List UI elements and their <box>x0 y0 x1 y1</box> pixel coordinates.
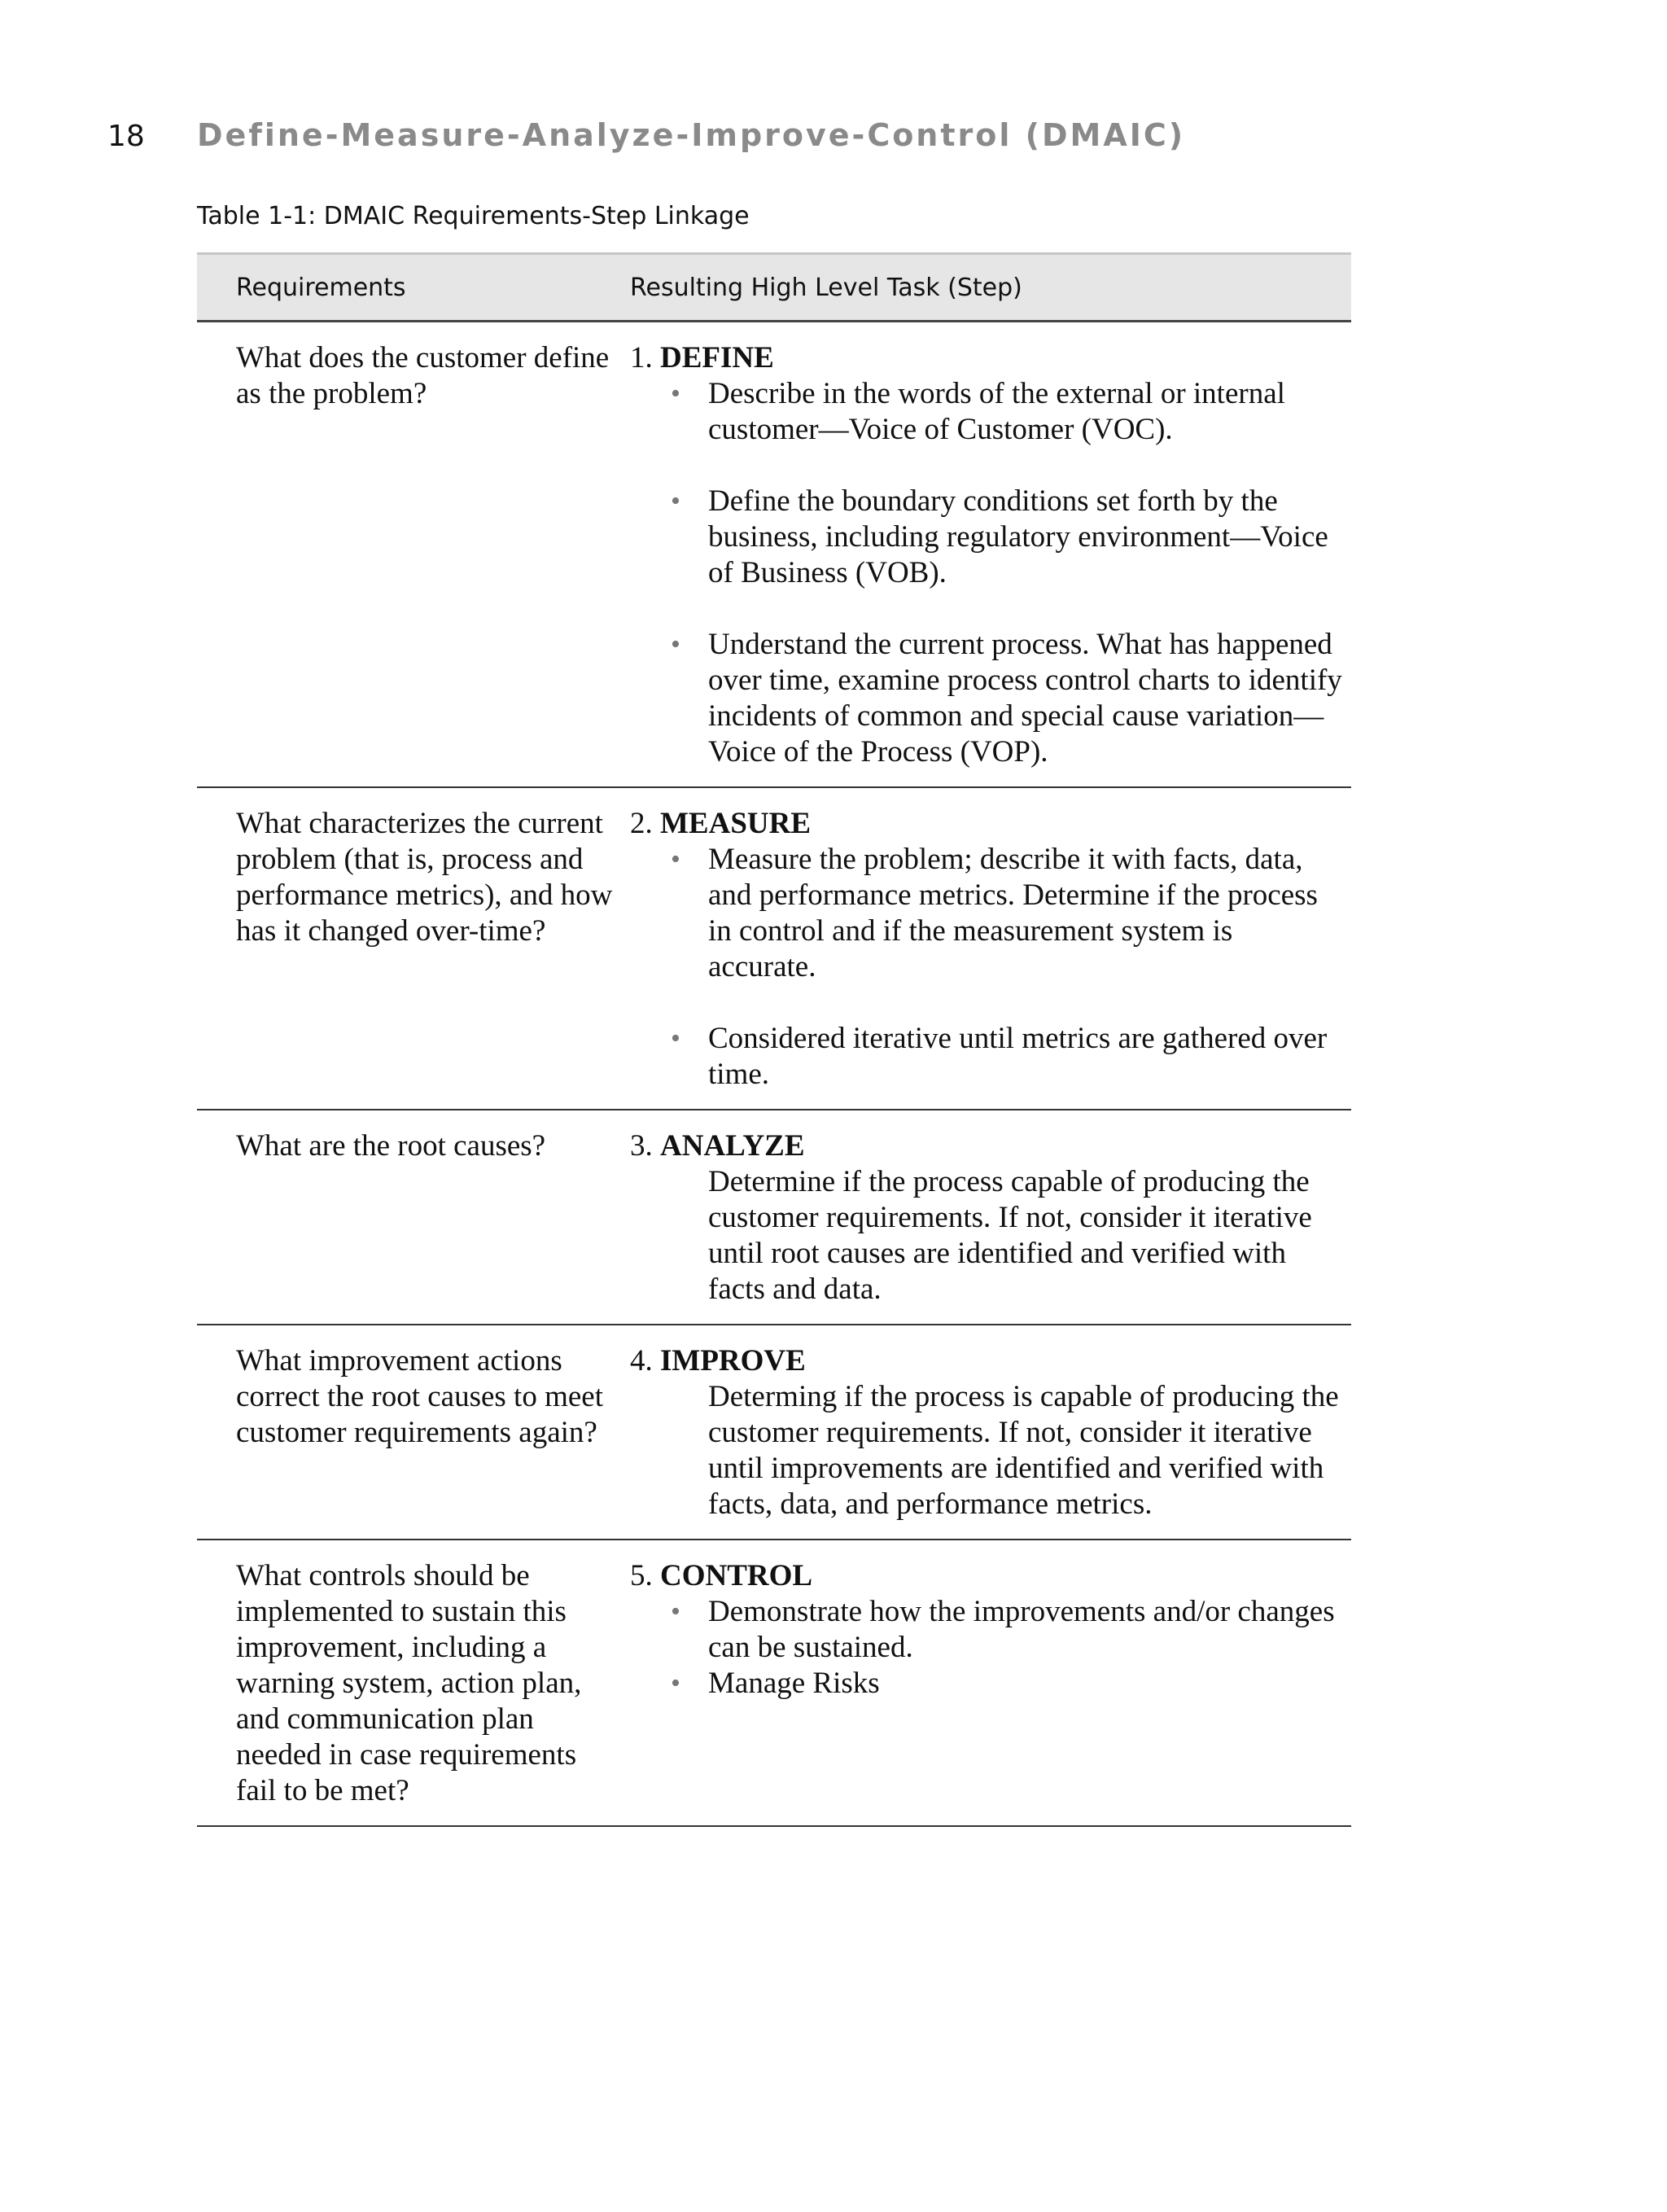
step-bullets <box>630 1594 1351 1702</box>
step-number: 5. <box>630 1559 653 1592</box>
step-cell <box>630 806 1351 1093</box>
step-name: CONTROL <box>660 1559 813 1592</box>
table-row <box>197 788 1351 1110</box>
bullet-text: Considered iterative until metrics are gathered over time. <box>708 1022 1328 1091</box>
step-number: 2. <box>630 807 653 840</box>
bullet-icon: • <box>671 844 680 874</box>
step-bullets <box>630 842 1351 1093</box>
bullet-icon: • <box>671 1668 680 1698</box>
table-row <box>197 1325 1351 1540</box>
bullet-item <box>630 376 1343 448</box>
step-title <box>630 806 1351 842</box>
running-title: Define-Measure-Analyze-Improve-Control (DMAIC) <box>197 117 1186 153</box>
bullet-text: Describe in the words of the external or internal customer—Voice of Customer (VOC). <box>708 377 1285 446</box>
dmaic-table <box>197 252 1351 1827</box>
step-name: MEASURE <box>660 807 812 840</box>
bullet-item <box>630 1594 1343 1666</box>
column-header-requirements: Requirements <box>236 273 406 302</box>
column-header-step: Resulting High Level Task (Step) <box>630 273 1022 302</box>
step-number: 1. <box>630 341 653 375</box>
bullet-text: Define the boundary conditions set forth by the business, including regulatory environment—Voice of Business (VOB). <box>708 484 1328 589</box>
bullet-icon: • <box>671 379 680 409</box>
requirement-cell: What improvement actions correct the root causes to meet customer requirements again? <box>236 1344 603 1449</box>
step-text: Determing if the process is capable of producing the customer requirements. If not, consider it iterative until improvements are identified and verified with facts, data, and performance metrics. <box>708 1380 1339 1521</box>
step-number: 3. <box>630 1129 653 1163</box>
table-row <box>197 322 1351 788</box>
table-caption: Table 1-1: DMAIC Requirements-Step Linkage <box>197 202 750 230</box>
step-name: ANALYZE <box>660 1129 805 1163</box>
bullet-item <box>630 627 1343 770</box>
requirement-cell: What controls should be implemented to sustain this improvement, including a warning system, action plan, and communication plan needed in case requirements fail to be met? <box>236 1559 582 1807</box>
bullet-item <box>630 1666 1343 1702</box>
step-bullets <box>630 376 1351 770</box>
bullet-item <box>630 484 1343 591</box>
step-title <box>630 1343 1351 1379</box>
step-cell <box>630 1343 1351 1522</box>
bullet-text: Demonstrate how the improvements and/or changes can be sustained. <box>708 1595 1335 1664</box>
step-cell <box>630 1128 1351 1307</box>
bullet-text: Understand the current process. What has happened over time, examine process control charts to identify incidents of common and special cause variation—Voice of the Process (VOP). <box>708 628 1342 769</box>
bullet-item <box>630 842 1343 985</box>
table-header-row <box>197 252 1351 322</box>
step-name: DEFINE <box>660 341 774 375</box>
bullet-icon: • <box>671 629 680 659</box>
step-title <box>630 1128 1351 1164</box>
step-cell <box>630 1558 1351 1809</box>
table-row <box>197 1110 1351 1325</box>
page-number: 18 <box>107 120 145 153</box>
step-title <box>630 1558 1351 1594</box>
step-cell <box>630 340 1351 770</box>
step-text: Determine if the process capable of producing the customer requirements. If not, consider it iterative until root causes are identified and verified with facts and data. <box>708 1165 1312 1306</box>
step-name: IMPROVE <box>660 1344 806 1378</box>
bullet-icon: • <box>671 1023 680 1053</box>
bullet-text: Measure the problem; describe it with facts, data, and performance metrics. Determine if the process in control and if the measurement system is accurate. <box>708 843 1318 983</box>
requirement-cell: What are the root causes? <box>236 1129 546 1163</box>
bullet-text: Manage Risks <box>708 1667 880 1700</box>
table-row <box>197 1540 1351 1827</box>
running-head <box>107 117 1185 166</box>
step-title <box>630 340 1351 376</box>
step-number: 4. <box>630 1344 653 1378</box>
requirement-cell: What does the customer define as the problem? <box>236 341 610 410</box>
bullet-icon: • <box>671 486 680 516</box>
bullet-item <box>630 1021 1343 1093</box>
requirement-cell: What characterizes the current problem (that is, process and performance metrics), and how has it changed over-time? <box>236 807 613 948</box>
bullet-icon: • <box>671 1597 680 1627</box>
